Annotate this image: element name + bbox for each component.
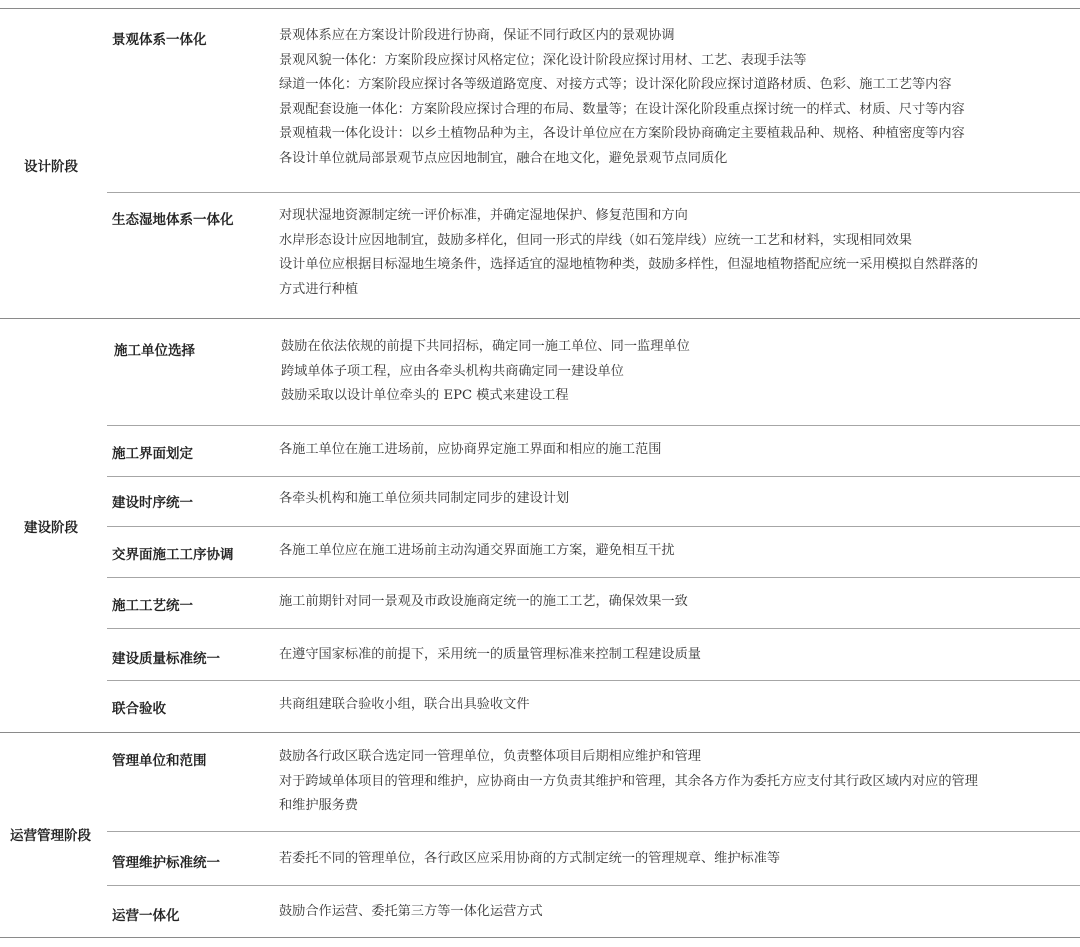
topic-title: 景观体系一体化 xyxy=(112,32,207,48)
topic-description xyxy=(281,335,1071,409)
description-line: 若委托不同的管理单位，各行政区应采用协商的方式制定统一的管理规章、维护标准等 xyxy=(279,851,781,866)
topic-description xyxy=(279,24,1069,171)
topic-description xyxy=(279,590,1069,615)
topic-title: 建设时序统一 xyxy=(112,495,193,511)
row-divider xyxy=(107,425,1080,426)
phase-label-operation: 运营管理阶段 xyxy=(10,828,91,844)
topic-title: 施工界面划定 xyxy=(112,446,193,462)
description-line: 对现状湿地资源制定统一评价标准，并确定湿地保护、修复范围和方向 xyxy=(279,208,688,223)
topic-title: 施工单位选择 xyxy=(114,343,195,359)
topic-title: 交界面施工工序协调 xyxy=(112,547,234,563)
description-line: 各施工单位应在施工进场前主动沟通交界面施工方案，避免相互干扰 xyxy=(279,543,675,558)
topic-description xyxy=(279,487,1069,512)
topic-description xyxy=(279,847,1069,872)
section-divider xyxy=(0,732,1080,733)
topic-description xyxy=(279,643,1069,668)
row-divider xyxy=(107,680,1080,681)
description-line: 鼓励各行政区联合选定同一管理单位，负责整体项目后期相应维护和管理 xyxy=(279,749,701,764)
table-top-rule xyxy=(0,8,1080,9)
row-divider xyxy=(107,476,1080,477)
description-line: 各设计单位就局部景观节点应因地制宜，融合在地文化，避免景观节点同质化 xyxy=(279,150,728,166)
topic-title: 联合验收 xyxy=(112,701,166,717)
description-line: 各施工单位在施工进场前，应协商界定施工界面和相应的施工范围 xyxy=(279,442,662,457)
topic-title: 施工工艺统一 xyxy=(112,598,193,614)
phase-label-construction: 建设阶段 xyxy=(24,520,78,536)
topic-description xyxy=(279,900,1069,925)
description-line: 方式进行种植 xyxy=(279,281,359,297)
description-line: 设计单位应根据目标湿地生境条件，选择适宜的湿地植物种类，鼓励多样性，但湿地植物搭配应统一采用模拟自然群落的 xyxy=(279,257,978,272)
description-line: 景观体系应在方案设计阶段进行协商，保证不同行政区内的景观协调 xyxy=(279,28,675,43)
topic-description xyxy=(279,693,1069,718)
topic-title: 运营一体化 xyxy=(112,908,180,924)
topic-description xyxy=(279,204,1069,302)
description-line: 水岸形态设计应因地制宜，鼓励多样化，但同一形式的岸线（如石笼岸线）应统一工艺和材料，实现相同效果 xyxy=(279,232,912,248)
row-divider xyxy=(107,885,1080,886)
description-line: 景观风貌一体化：方案阶段应探讨风格定位；深化设计阶段应探讨用材、工艺、表现手法等 xyxy=(279,52,807,68)
description-line: 各牵头机构和施工单位须共同制定同步的建设计划 xyxy=(279,491,570,506)
row-divider xyxy=(107,628,1080,629)
description-line: 鼓励合作运营、委托第三方等一体化运营方式 xyxy=(279,904,543,919)
description-line: 在遵守国家标准的前提下，采用统一的质量管理标准来控制工程建设质量 xyxy=(279,647,701,662)
row-divider xyxy=(107,526,1080,527)
topic-title: 管理单位和范围 xyxy=(112,753,207,769)
description-line: 鼓励采取以设计单位牵头的 EPC 模式来建设工程 xyxy=(281,388,569,403)
phase-label-design: 设计阶段 xyxy=(24,159,78,175)
topic-description xyxy=(279,438,1069,463)
section-divider xyxy=(0,318,1080,319)
description-line: 绿道一体化：方案阶段应探讨各等级道路宽度、对接方式等；设计深化阶段应探讨道路材质、色彩、施工工艺等内容 xyxy=(279,77,952,92)
topic-title: 生态湿地体系一体化 xyxy=(112,212,234,228)
topic-description xyxy=(279,745,1069,819)
description-line: 共商组建联合验收小组，联合出具验收文件 xyxy=(279,697,530,712)
row-divider xyxy=(107,192,1080,193)
description-line: 鼓励在依法依规的前提下共同招标，确定同一施工单位、同一监理单位 xyxy=(281,339,690,354)
row-divider xyxy=(107,577,1080,578)
topic-title: 建设质量标准统一 xyxy=(112,651,220,667)
table-bottom-rule xyxy=(0,937,1080,938)
topic-title: 管理维护标准统一 xyxy=(112,855,220,871)
description-line: 跨域单体子项工程，应由各牵头机构共商确定同一建设单位 xyxy=(281,363,624,379)
description-line: 对于跨域单体项目的管理和维护，应协商由一方负责其维护和管理，其余各方作为委托方应支付其行政区域内对应的管理 xyxy=(279,773,978,789)
row-divider xyxy=(107,831,1080,832)
description-line: 施工前期针对同一景观及市政设施商定统一的施工工艺，确保效果一致 xyxy=(279,594,688,609)
topic-description xyxy=(279,539,1069,564)
description-line: 景观配套设施一体化：方案阶段应探讨合理的布局、数量等；在设计深化阶段重点探讨统一的样式、材质、尺寸等内容 xyxy=(279,101,965,117)
description-line: 和维护服务费 xyxy=(279,798,359,813)
description-line: 景观植栽一体化设计：以乡土植物品种为主，各设计单位应在方案阶段协商确定主要植栽品种、规格、种植密度等内容 xyxy=(279,126,965,141)
